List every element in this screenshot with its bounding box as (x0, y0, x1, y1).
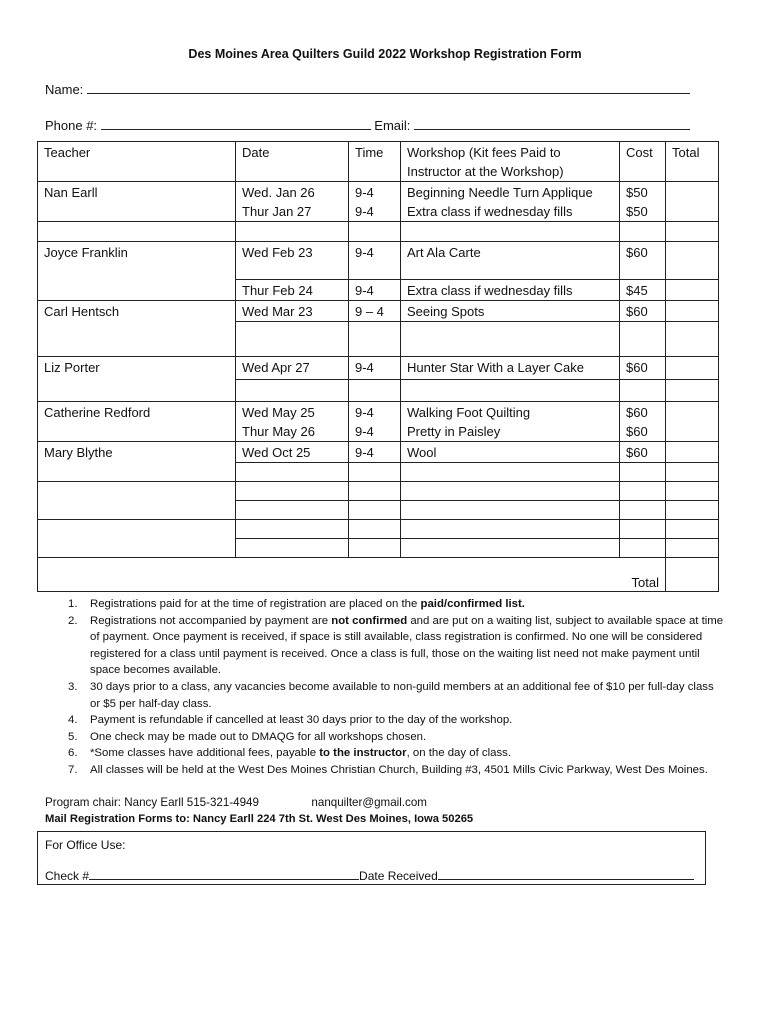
teacher-cell: Mary Blythe (38, 442, 236, 482)
date-cell: Wed. Jan 26 Thur Jan 27 (236, 182, 349, 222)
total-cell[interactable] (666, 242, 719, 280)
table-row (38, 482, 719, 501)
total-cell[interactable] (666, 280, 719, 301)
workshop-cell: Wool (401, 442, 620, 463)
workshop-cell: Extra class if wednesday fills (401, 280, 620, 301)
name-label: Name: (45, 82, 84, 97)
total-cell[interactable] (666, 520, 719, 539)
total-cell[interactable] (666, 463, 719, 482)
time-cell: 9-4 9-4 (349, 182, 401, 222)
note-item: 3. 30 days prior to a class, any vacancies become available to non-guild members at an additional fee of $10 per full-day class or $5 per half-day class. (68, 680, 714, 710)
total-cell[interactable] (666, 482, 719, 501)
date-received-line[interactable] (438, 869, 694, 880)
table-row (38, 442, 719, 463)
workshop-cell: Hunter Star With a Layer Cake (401, 357, 620, 380)
note-item: 6. *Some classes have additional fees, payable to the instructor, on the day of class. (68, 747, 512, 760)
form-title: Des Moines Area Quilters Guild 2022 Workshop Registration Form (188, 47, 582, 61)
total-cell[interactable] (666, 402, 719, 442)
table-row (38, 301, 719, 322)
registration-notes (44, 596, 724, 779)
time-cell: 9-4 (349, 280, 401, 301)
name-line (87, 83, 690, 94)
date-cell: Wed Feb 23 (236, 242, 349, 280)
registration-table (37, 141, 719, 592)
check-line[interactable] (89, 869, 359, 880)
office-use-label: For Office Use: (45, 838, 126, 852)
cost-cell: $60 (620, 301, 666, 322)
total-cell[interactable] (666, 539, 719, 558)
cost-cell: $60 (620, 442, 666, 463)
total-cell[interactable] (666, 357, 719, 380)
teacher-cell: Nan Earll (38, 182, 236, 222)
email-line[interactable] (414, 119, 690, 130)
phone-email-row (45, 118, 690, 133)
office-use-box (37, 831, 706, 885)
cost-cell: $60 (620, 357, 666, 380)
total-cell[interactable] (666, 222, 719, 242)
note-item: 1. Registrations paid for at the time of registration are placed on the paid/confirmed list. (68, 598, 525, 610)
total-cell[interactable] (666, 301, 719, 322)
time-cell: 9-4 (349, 242, 401, 280)
teacher-cell: Carl Hentsch (38, 301, 236, 357)
teacher-cell: Catherine Redford (38, 402, 236, 442)
header-workshop: Workshop (Kit fees Paid to Instructor at the Workshop) (401, 142, 620, 182)
header-time: Time (349, 142, 401, 182)
workshop-cell: Art Ala Carte (401, 242, 620, 280)
workshop-cell: Beginning Needle Turn Applique Extra class if wednesday fills (401, 182, 620, 222)
cost-cell: $45 (620, 280, 666, 301)
date-cell: Thur Feb 24 (236, 280, 349, 301)
table-header-row (38, 142, 719, 182)
date-received-label: Date Received (359, 869, 438, 883)
table-row (38, 402, 719, 442)
teacher-cell: Joyce Franklin (38, 242, 236, 301)
grand-total-cell[interactable] (666, 558, 719, 592)
total-cell[interactable] (666, 442, 719, 463)
time-cell: 9-4 (349, 357, 401, 380)
workshop-cell: Walking Foot Quilting Pretty in Paisley (401, 402, 620, 442)
phone-label: Phone #: (45, 118, 98, 133)
date-cell: Wed May 25 Thur May 26 (236, 402, 349, 442)
date-cell: Wed Mar 23 (236, 301, 349, 322)
date-cell: Wed Apr 27 (236, 357, 349, 380)
name-field[interactable] (45, 82, 690, 97)
mail-address: Mail Registration Forms to: Nancy Earll 224 7th St. West Des Moines, Iowa 50265 (45, 813, 474, 825)
note-item: 2. Registrations not accompanied by payment are not confirmed and are put on a waiting list, subject to available space at time of payment. Once payment is received, if space is still available, class registration is confirmed. No one will be considered registered for a class until payment is received. Once a class is full, those on the waiting list need not make payment until space becomes available. (68, 614, 724, 677)
note-item: 7. All classes will be held at the West Des Moines Christian Church, Building #3, 4501 Mills Civic Parkway, West Des Moines. (68, 763, 708, 776)
table-row (38, 182, 719, 222)
total-cell[interactable] (666, 380, 719, 402)
header-cost: Cost (620, 142, 666, 182)
program-chair (45, 796, 427, 809)
table-row (38, 520, 719, 539)
time-cell: 9 – 4 (349, 301, 401, 322)
table-row (38, 357, 719, 380)
table-row (38, 242, 719, 280)
header-date: Date (236, 142, 349, 182)
chair-info: Program chair: Nancy Earll 515-321-4949 (45, 796, 259, 809)
teacher-cell: Liz Porter (38, 357, 236, 402)
note-item: 4. Payment is refundable if cancelled at least 30 days prior to the day of the workshop. (68, 714, 513, 727)
table-total-row (38, 558, 719, 592)
time-cell: 9-4 9-4 (349, 402, 401, 442)
date-cell: Wed Oct 25 (236, 442, 349, 463)
header-teacher: Teacher (38, 142, 236, 182)
grand-total-label: Total (38, 558, 666, 592)
email-label: Email: (374, 118, 411, 133)
header-total: Total (666, 142, 719, 182)
chair-email[interactable]: nanquilter@gmail.com (311, 796, 427, 809)
total-cell[interactable] (666, 182, 719, 222)
total-cell[interactable] (666, 322, 719, 357)
note-item: 5. One check may be made out to DMAQG for all workshops chosen. (68, 730, 427, 743)
office-check-row (45, 869, 694, 883)
check-label: Check # (45, 869, 90, 883)
total-cell[interactable] (666, 501, 719, 520)
workshop-cell: Seeing Spots (401, 301, 620, 322)
cost-cell: $60 $60 (620, 402, 666, 442)
table-row (38, 222, 719, 242)
cost-cell: $60 (620, 242, 666, 280)
time-cell: 9-4 (349, 442, 401, 463)
cost-cell: $50 $50 (620, 182, 666, 222)
phone-line[interactable] (101, 119, 371, 130)
